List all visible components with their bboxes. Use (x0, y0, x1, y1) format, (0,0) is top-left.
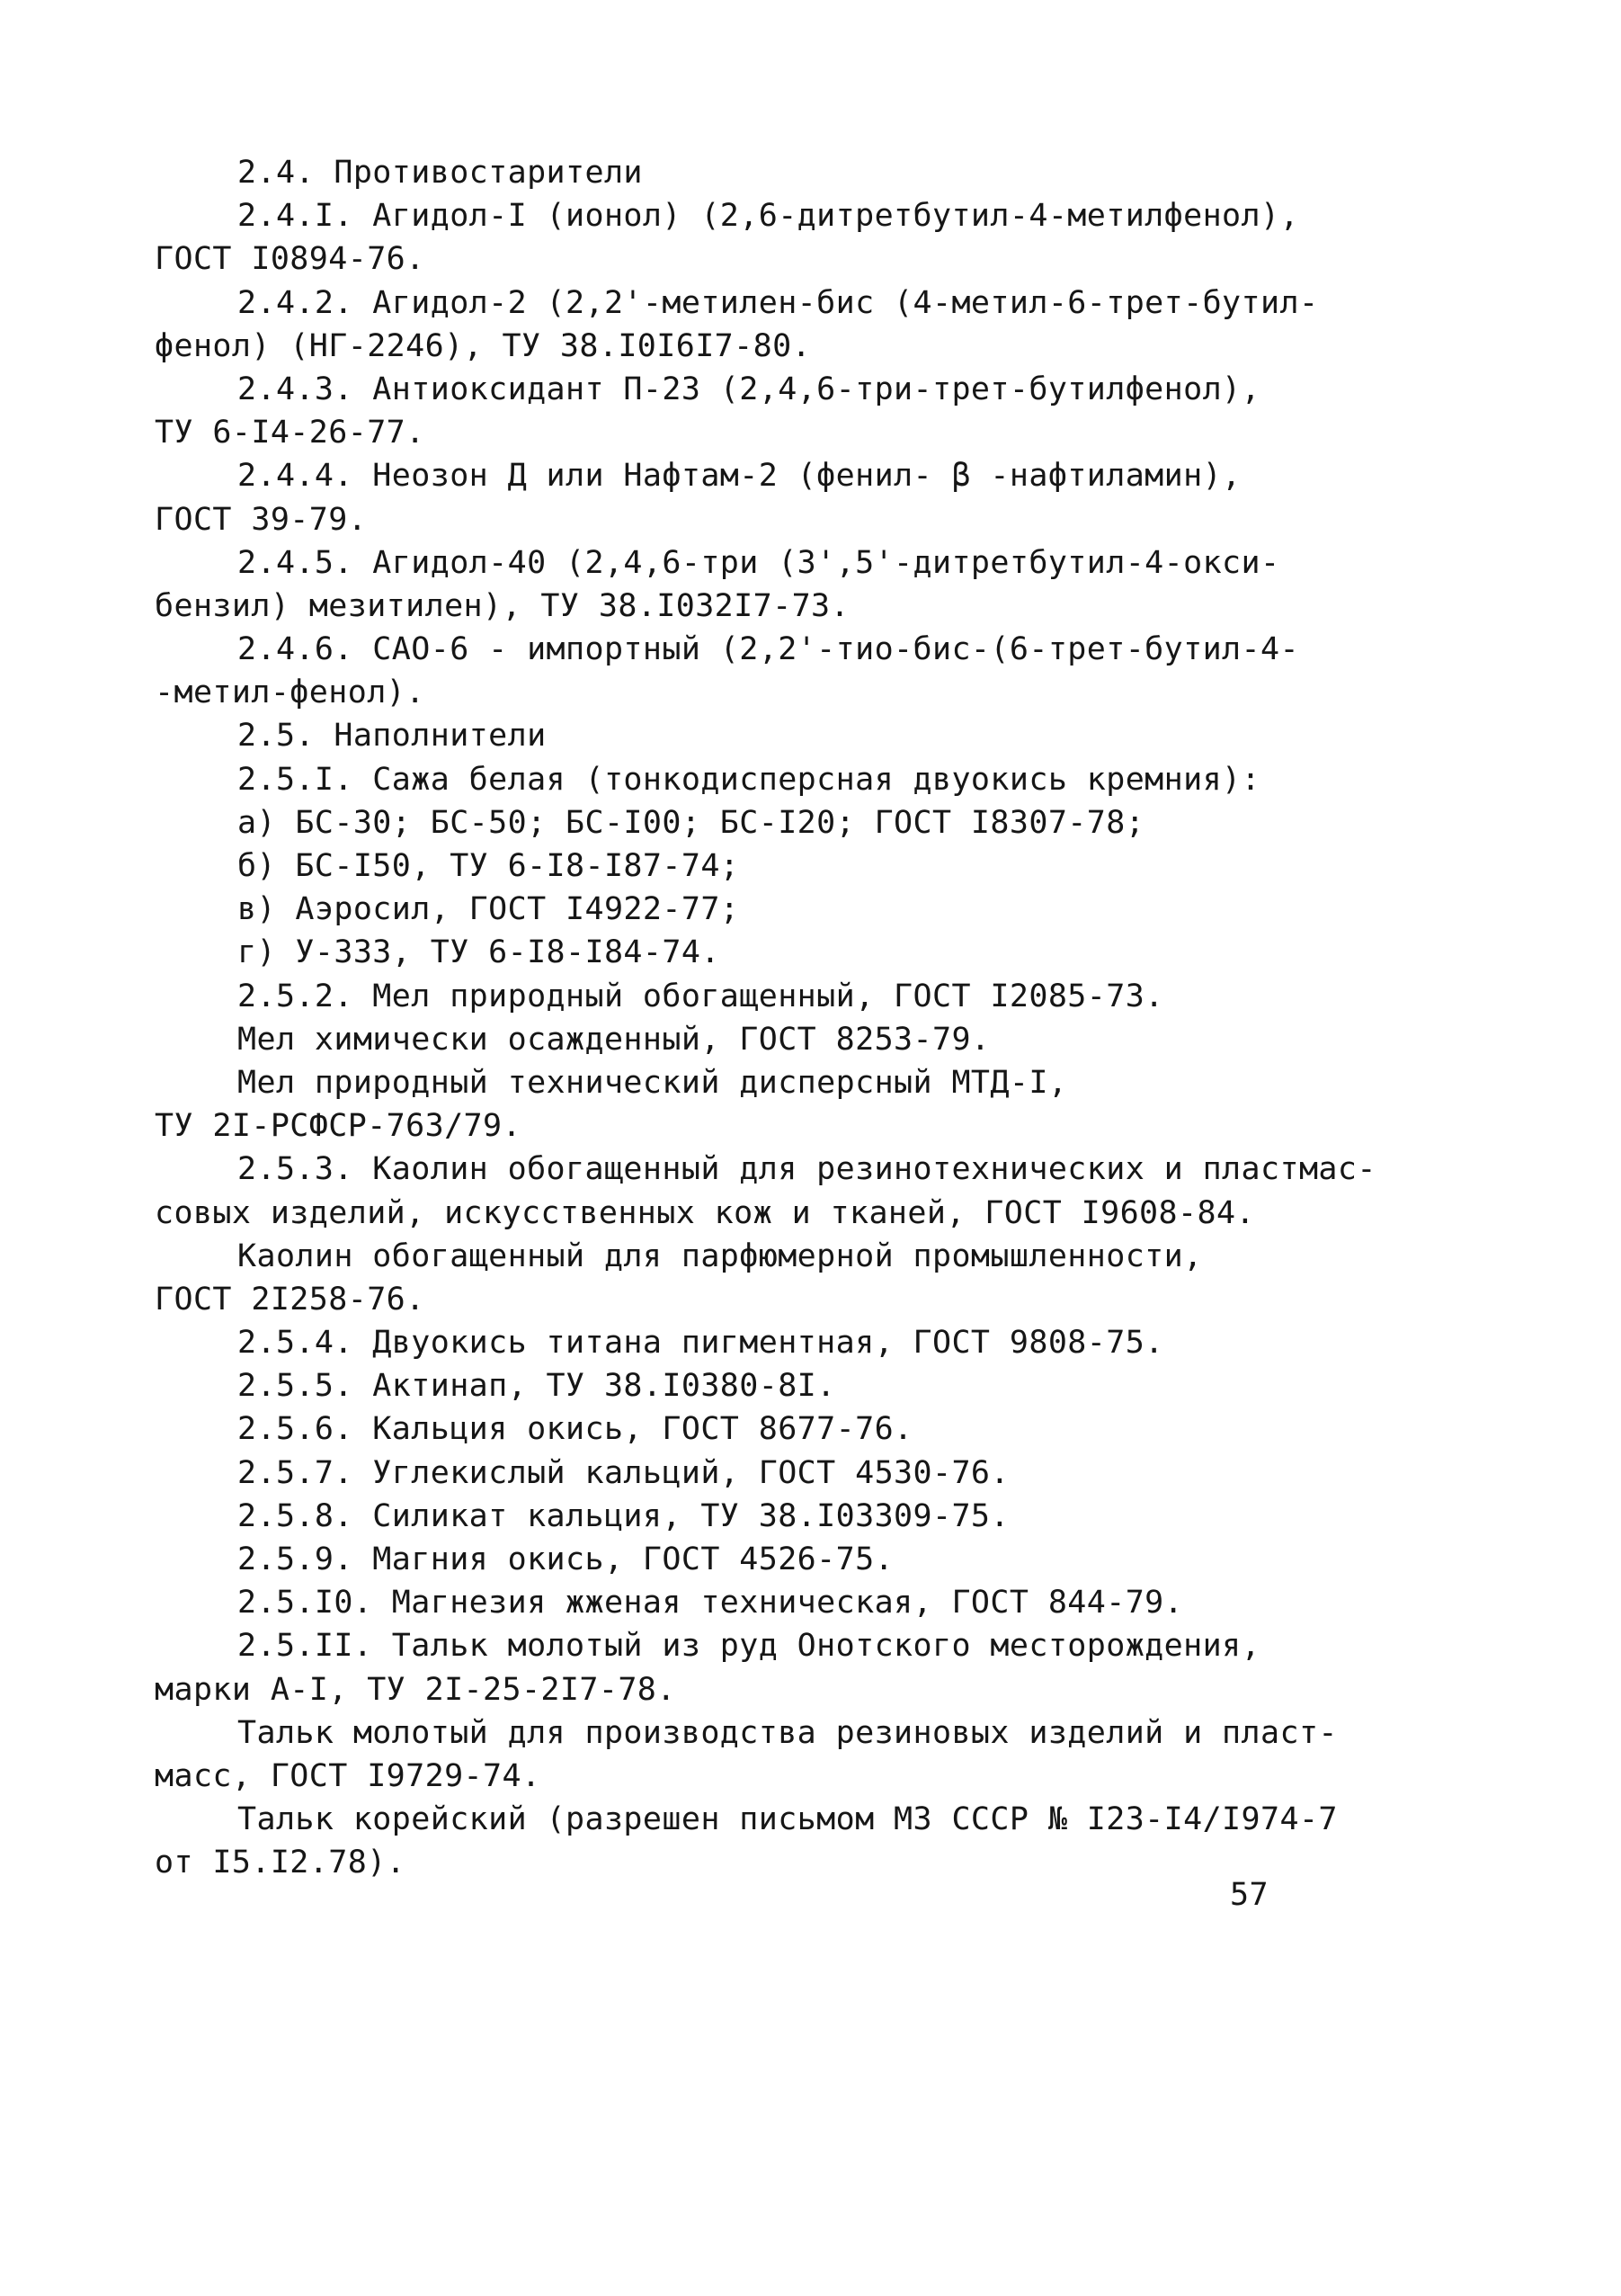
text-line: 2.4.2. Агидол-2 (2,2'-метилен-бис (4-метил-6-трет-бутил- (237, 284, 1319, 321)
text-line: 2.5.7. Углекислый кальций, ГОСТ 4530-76. (237, 1454, 1010, 1491)
text-line: ГОСТ 39-79. (155, 501, 368, 538)
text-line: 2.5.3. Каолин обогащенный для резинотехнических и пластмас- (237, 1151, 1376, 1188)
text-line: 2.5.II. Тальк молотый из руд Онотского месторождения, (237, 1628, 1261, 1665)
text-line: Тальк молотый для производства резиновых изделий и пласт- (237, 1714, 1338, 1751)
text-line: 2.4.4. Неозон Д или Нафтам-2 (фенил- β -нафтиламин), (237, 458, 1242, 495)
text-line: в) Аэросил, ГОСТ I4922-77; (237, 891, 740, 928)
text-line: масс, ГОСТ I9729-74. (155, 1757, 541, 1794)
document-body (155, 151, 1376, 1885)
text-line: ТУ 2I-РСФСР-763/79. (155, 1108, 521, 1145)
text-line: 2.5.I0. Магнезия жженая техническая, ГОСТ 844-79. (237, 1585, 1184, 1621)
text-line: ТУ 6-I4-26-77. (155, 415, 425, 451)
text-line: 2.4.3. Антиоксидант П-23 (2,4,6-три-трет-бутилфенол), (237, 371, 1261, 407)
text-line: Мел природный технический дисперсный МТД-I, (237, 1064, 1068, 1101)
text-line: 2.5.8. Силикат кальция, ТУ 38.I03309-75. (237, 1497, 1010, 1534)
text-line: фенол) (НГ-2246), ТУ 38.I0I6I7-80. (155, 327, 812, 364)
text-line: 2.4.6. САО-6 - импортный (2,2'-тио-бис-(6-трет-бутил-4- (237, 631, 1299, 668)
text-line: а) БС-30; БС-50; БС-I00; БС-I20; ГОСТ I8307-78; (237, 804, 1145, 841)
text-line: 2.5.6. Кальция окись, ГОСТ 8677-76. (237, 1411, 913, 1448)
text-line: марки А-I, ТУ 2I-25-2I7-78. (155, 1671, 676, 1708)
text-line: Мел химически осажденный, ГОСТ 8253-79. (237, 1021, 991, 1058)
text-line: 2.5.2. Мел природный обогащенный, ГОСТ I2085-73. (237, 978, 1164, 1014)
text-line: 2.5.5. Актинап, ТУ 38.I0380-8I. (237, 1368, 836, 1405)
text-line: от I5.I2.78). (155, 1845, 406, 1881)
text-line: 2.5.9. Магния окись, ГОСТ 4526-75. (237, 1541, 895, 1577)
text-line: 2.4.I. Агидол-I (ионол) (2,6-дитретбутил-4-метилфенол), (237, 198, 1299, 235)
page-number: 57 (1230, 1877, 1269, 1913)
text-line: совых изделий, искусственных кож и тканей, ГОСТ I9608-84. (155, 1194, 1255, 1231)
text-line: 2.4.5. Агидол-40 (2,4,6-три (3',5'-дитретбутил-4-окси- (237, 544, 1280, 581)
text-line: ГОСТ 2I258-76. (155, 1281, 425, 1318)
text-line: 2.5.I. Сажа белая (тонкодисперсная двуокись кремния): (237, 761, 1261, 798)
text-line: г) У-333, ТУ 6-I8-I84-74. (237, 934, 720, 971)
text-line: Тальк корейский (разрешен письмом МЗ СССР № I23-I4/I974-7 (237, 1801, 1338, 1838)
text-line: -метил-фенол). (155, 675, 425, 711)
text-line: б) БС-I50, ТУ 6-I8-I87-74; (237, 848, 740, 884)
text-line: 2.5. Наполнители (237, 718, 547, 755)
text-line: ГОСТ I0894-76. (155, 241, 425, 278)
text-line: бензил) мезитилен), ТУ 38.I032I7-73. (155, 587, 850, 624)
text-line: 2.4. Противостарители (237, 155, 643, 191)
text-line: Каолин обогащенный для парфюмерной промышленности, (237, 1237, 1203, 1274)
text-line: 2.5.4. Двуокись титана пигментная, ГОСТ 9808-75. (237, 1325, 1164, 1362)
